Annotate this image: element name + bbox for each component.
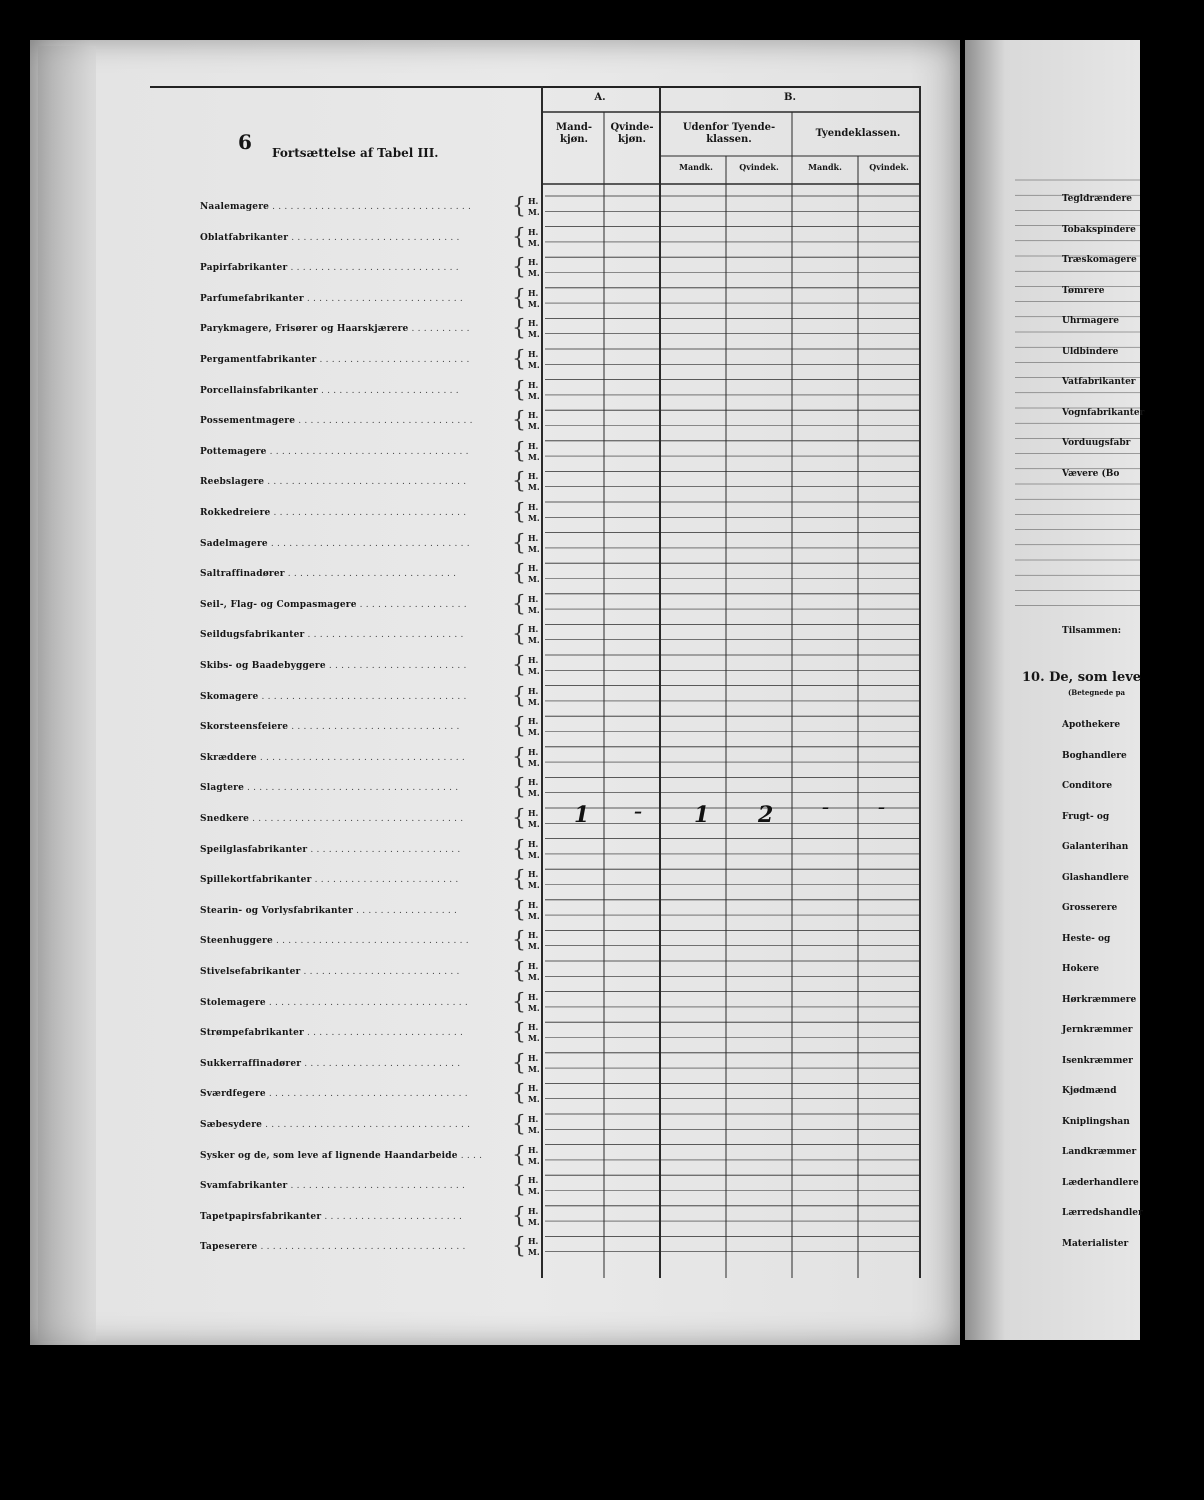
leader-dots: . . . . . . . . . . . . . . . . . . <box>356 599 467 610</box>
row-label-text: Skomagere <box>200 691 259 702</box>
m-label: M. <box>528 666 540 676</box>
h-label: H. <box>528 1175 539 1186</box>
m-label: M. <box>528 543 540 554</box>
brace-icon: { <box>512 1050 526 1076</box>
row-label <box>200 508 466 518</box>
sub-mand-2: Mandk. <box>808 162 842 172</box>
row-label-text: Seildugsfabrikanter <box>200 630 305 641</box>
row-label-text: Stolemagere <box>200 997 266 1008</box>
brace-icon: { <box>512 377 526 403</box>
m-label: M. <box>528 788 540 799</box>
right-page-label: Frugt- og <box>1062 811 1110 822</box>
brace-icon: { <box>512 1203 526 1229</box>
leader-dots: . . . . . . . . . . . . . . . . . . . . . . . <box>321 1211 463 1222</box>
right-page-label: Tobakspindere <box>1062 224 1136 235</box>
h-label: H. <box>528 991 539 1002</box>
brace-icon: { <box>512 622 526 648</box>
row-label-text: Tapetpapirsfabrikanter <box>200 1211 322 1222</box>
m-label: M. <box>528 268 540 279</box>
row-label <box>200 386 459 396</box>
h-label: H. <box>528 869 539 880</box>
brace-icon: { <box>512 224 526 250</box>
row-label <box>200 1120 470 1130</box>
right-page-label: Tegldrændere <box>1062 194 1132 204</box>
brace-icon: { <box>512 1173 526 1199</box>
leader-dots: . . . . . . . . . . . . . . . . . . . . . . . . . . . . . <box>295 416 473 427</box>
m-label: M. <box>528 1186 540 1197</box>
row-label <box>200 1242 466 1252</box>
m-label: M. <box>528 819 540 829</box>
leader-dots: . . . . . . . . . . . . . . . . . . . . . . . . . . <box>304 630 464 641</box>
h-label: H. <box>528 1144 539 1155</box>
row-label-text: Snedkere <box>200 814 250 824</box>
right-page-label: Kjødmænd <box>1062 1086 1117 1096</box>
m-label: M. <box>528 1247 540 1258</box>
m-label: M. <box>528 329 540 340</box>
brace-icon: { <box>512 561 526 587</box>
m-label: M. <box>528 880 540 891</box>
row-label-text: Sukkerraffinadører <box>200 1058 302 1069</box>
brace-icon: { <box>512 867 526 893</box>
right-page-label: Hokere <box>1062 964 1099 974</box>
brace-icon: { <box>512 255 526 281</box>
h-label: H. <box>528 226 539 237</box>
row-label-text: Speilglasfabrikanter <box>200 844 308 855</box>
right-page-label: Uldbindere <box>1062 346 1119 357</box>
row-label-text: Rokkedreiere <box>200 508 271 518</box>
right-page-label: Uhrmagere <box>1062 316 1119 326</box>
brace-icon: { <box>512 775 526 801</box>
h-label: H. <box>528 196 539 206</box>
h-label: H. <box>528 655 539 665</box>
leader-dots: . . . . . . . . . . . . . . . . . . . . . . . . . . . . . . . . . <box>265 1089 468 1100</box>
right-page-label: Vævere (Bo <box>1062 468 1120 479</box>
leader-dots: . . . . . . . . . . . . . . . . . . . . . . . . . . . . . . . . . <box>269 202 472 212</box>
brace-icon: { <box>512 959 526 984</box>
leader-dots: . . . . . . . . . . . . . . . . . . . . . . . . . . <box>303 1028 464 1039</box>
m-label: M. <box>528 574 540 585</box>
brace-icon: { <box>512 653 526 678</box>
brace-icon: { <box>512 469 526 495</box>
row-label <box>200 233 460 243</box>
brace-icon: { <box>512 928 526 954</box>
brace-icon: { <box>512 744 526 770</box>
leader-dots: . . . . . . . . . . . . . . . . . . . . . . . . . . . . . . . . <box>270 508 467 518</box>
m-label: M. <box>528 1063 540 1074</box>
brace-icon: { <box>512 714 526 740</box>
row-label <box>200 875 458 885</box>
m-label: M. <box>528 910 540 921</box>
m-label: M. <box>528 298 540 309</box>
h-label: H. <box>528 1052 539 1063</box>
leader-dots: . . . . . . . . . . . . . . . . . . . . . . . . . . . . . . . . . . <box>258 691 467 702</box>
row-label <box>200 1028 463 1038</box>
h-label: H. <box>528 1083 539 1094</box>
h-label: H. <box>528 563 539 574</box>
brace-icon: { <box>512 194 526 219</box>
brace-icon: { <box>512 1234 526 1260</box>
h-label: H. <box>528 716 539 727</box>
right-page-label: Vognfabrikanter <box>1062 407 1145 418</box>
row-label-text: Stearin- og Vorlysfabrikanter <box>200 905 354 916</box>
right-page-label: Træskomagere <box>1062 255 1137 265</box>
brace-icon: { <box>512 1142 526 1168</box>
row-label <box>200 477 466 487</box>
row-label <box>200 1212 462 1222</box>
row-label <box>200 263 459 273</box>
right-page-label: Tømrere <box>1062 285 1105 296</box>
row-label-text: Oblatfabrikanter <box>200 232 289 243</box>
leader-dots: . . . . . . . . . . . . . . . . . . . . . . . . . . <box>301 1058 461 1069</box>
entry-snedkere-a1: 1 <box>574 802 590 828</box>
right-page-label: Galanterihan <box>1062 842 1129 852</box>
col-a2-header: Qvinde- kjøn. <box>610 122 654 145</box>
brace-icon: { <box>512 316 526 342</box>
brace-icon: { <box>512 408 526 434</box>
row-label <box>200 936 469 946</box>
brace-icon: { <box>512 897 526 923</box>
leader-dots: . . . . . . . . . . . . . . . . . . . . . . . . . . . . . . . . . . <box>257 1242 466 1253</box>
row-label <box>200 906 457 916</box>
right-page-label: Conditore <box>1062 781 1113 791</box>
row-label <box>200 722 460 732</box>
h-label: H. <box>528 1114 539 1124</box>
row-label-text: Pergamentfabrikanter <box>200 355 317 365</box>
row-label-text: Strømpefabrikanter <box>200 1028 304 1039</box>
row-label <box>200 783 458 793</box>
brace-icon: { <box>512 500 526 525</box>
row-label <box>200 814 463 824</box>
leader-dots: . . . . . . . . . . . . . . . . . . . . . . . . . . . . . . . . . . <box>256 752 465 763</box>
brace-icon: { <box>512 806 526 831</box>
h-label: H. <box>528 410 539 421</box>
brace-icon: { <box>512 1081 526 1107</box>
row-label <box>200 294 463 304</box>
h-label: H. <box>528 1236 539 1247</box>
h-label: H. <box>528 899 539 910</box>
h-label: H. <box>528 440 539 451</box>
leader-dots: . . . . . . . . . . . . . . . . . . . . . . . . . . . . . . . . . <box>264 477 467 488</box>
right-page-label: Vorduugsfabr <box>1062 438 1131 448</box>
row-label <box>200 1151 482 1161</box>
row-label <box>200 1181 465 1191</box>
m-label: M. <box>528 451 540 462</box>
right-page-label: Boghandlere <box>1062 750 1127 761</box>
leader-dots: . . . . . . . . . . . . . . . . . . . . . . . . . . . . <box>288 722 460 733</box>
h-label: H. <box>528 287 539 298</box>
m-label: M. <box>528 757 540 768</box>
right-page-label: Læderhandlere <box>1062 1177 1139 1188</box>
row-label-text: Tapeserere <box>200 1242 258 1253</box>
right-page-label: Glashandlere <box>1062 872 1129 883</box>
leader-dots: . . . . . . . . . . . . . . . . . . . . . . . <box>325 661 467 671</box>
leader-dots: . . . . . . . . . . . . . . . . . . . . . . . . . . . . . . . . . <box>266 446 469 457</box>
leader-dots: . . . . . . . . . . . . . . . . . . . . . . . . . . <box>300 967 460 977</box>
row-label <box>200 692 467 702</box>
m-label: M. <box>528 972 540 982</box>
right-page-label: Grosserere <box>1062 903 1118 913</box>
brace-icon: { <box>512 591 526 617</box>
row-label <box>200 1089 468 1099</box>
brace-icon: { <box>512 836 526 862</box>
right-page-label: Isenkræmmer <box>1062 1055 1133 1066</box>
h-label: H. <box>528 593 539 604</box>
right-page-label: Lærredshandler <box>1062 1208 1143 1218</box>
row-label-text: Porcellainsfabrikanter <box>200 385 318 396</box>
m-label: M. <box>528 1033 540 1044</box>
m-label: M. <box>528 421 540 432</box>
leader-dots: . . . . . . . . . . . . . . . . . . . . . . . . . . . . . . . . . . <box>262 1120 471 1130</box>
brace-icon: { <box>512 989 526 1015</box>
m-label: M. <box>528 360 540 370</box>
m-label: M. <box>528 604 540 615</box>
brace-icon: { <box>512 285 526 311</box>
row-label-text: Sværdfegere <box>200 1089 266 1100</box>
h-label: H. <box>528 532 539 543</box>
h-label: H. <box>528 502 539 512</box>
h-label: H. <box>528 838 539 849</box>
row-label-text: Stivelsefabrikanter <box>200 967 301 977</box>
row-label-text: Slagtere <box>200 783 244 794</box>
brace-icon: { <box>512 347 526 372</box>
leader-dots: . . . . . . . . . . . . . . . . . <box>353 905 458 916</box>
row-label-text: Skorsteensfeiere <box>200 722 289 733</box>
right-page-label: Materialister <box>1062 1238 1129 1249</box>
right-page-tilsammen: Tilsammen: <box>1062 626 1122 636</box>
leader-dots: . . . . . . . . . . . . . . . . . . . . . . . . . . . . . . . . <box>272 936 469 947</box>
brace-icon: { <box>512 438 526 464</box>
m-label: M. <box>528 482 540 493</box>
h-label: H. <box>528 777 539 788</box>
row-label <box>200 355 470 365</box>
col-b1-header: Udenfor Tyende- klassen. <box>682 122 776 145</box>
brace-icon: { <box>512 683 526 709</box>
row-label <box>200 416 473 426</box>
leader-dots: . . . . . . . . . . . . . . . . . . . . . . . . <box>311 875 459 886</box>
row-label <box>200 447 469 457</box>
row-label <box>200 630 464 640</box>
col-a1-header: Mand- kjøn. <box>556 122 592 145</box>
leader-dots: . . . . . . . . . . <box>408 324 470 335</box>
leader-dots: . . . . . . . . . . . . . . . . . . . . . . . . . . . . <box>288 232 460 243</box>
leader-dots: . . . . . . . . . . . . . . . . . . . . . . . . . . <box>303 293 463 304</box>
right-page-label: Jernkræmmer <box>1062 1025 1133 1035</box>
h-label: H. <box>528 808 539 818</box>
m-label: M. <box>528 1155 540 1166</box>
m-label: M. <box>528 696 540 707</box>
leader-dots: . . . . <box>457 1150 483 1161</box>
leader-dots: . . . . . . . . . . . . . . . . . . . . . . . . . . . . . . . . . . . <box>249 814 464 824</box>
m-label: M. <box>528 849 540 860</box>
h-label: H. <box>528 318 539 329</box>
page-number: 6 <box>238 130 252 154</box>
h-label: H. <box>528 961 539 971</box>
leader-dots: . . . . . . . . . . . . . . . . . . . . . . . . . . . . . <box>287 1181 466 1192</box>
m-label: M. <box>528 390 540 401</box>
sub-mand-1: Mandk. <box>679 162 713 172</box>
leader-dots: . . . . . . . . . . . . . . . . . . . . . . . . . . . . <box>284 569 457 580</box>
row-label <box>200 569 456 579</box>
row-label-text: Seil-, Flag- og Compasmagere <box>200 599 357 610</box>
entry-snedkere-b1: 1 <box>694 802 710 828</box>
row-label <box>200 998 468 1008</box>
row-label-text: Parykmagere, Frisører og Haarskjærere <box>200 324 409 335</box>
right-page-label: Hørkræmmere <box>1062 994 1137 1005</box>
h-label: H. <box>528 257 539 268</box>
page-title: Fortsættelse af Tabel III. <box>272 146 439 160</box>
h-label: H. <box>528 471 539 482</box>
row-label <box>200 1059 460 1069</box>
col-b2-header: Tyendeklassen. <box>815 128 901 139</box>
h-label: H. <box>528 1205 539 1216</box>
m-label: M. <box>528 207 540 217</box>
h-label: H. <box>528 930 539 941</box>
leader-dots: . . . . . . . . . . . . . . . . . . . . . . . . . . . . . . . . . <box>265 997 468 1008</box>
row-label-text: Pottemagere <box>200 446 267 457</box>
m-label: M. <box>528 1002 540 1013</box>
row-label <box>200 202 471 212</box>
right-page-label: Kniplingshan <box>1062 1116 1130 1127</box>
sub-qvind-1: Qvindek. <box>739 162 779 172</box>
h-label: H. <box>528 1022 539 1033</box>
leader-dots: . . . . . . . . . . . . . . . . . . . . . . . . . . . . . . . . . . . <box>244 783 459 794</box>
m-label: M. <box>528 1216 540 1227</box>
right-page-label: Apothekere <box>1062 720 1121 730</box>
row-label <box>200 600 467 610</box>
right-page-section: 10. De, som leve <box>1022 670 1142 685</box>
group-a-label: A. <box>594 92 606 103</box>
row-label-text: Skræddere <box>200 752 257 763</box>
row-label-text: Papirfabrikanter <box>200 263 288 274</box>
sub-qvind-2: Qvindek. <box>869 162 909 172</box>
row-label-text: Possementmagere <box>200 416 296 427</box>
h-label: H. <box>528 624 539 635</box>
leader-dots: . . . . . . . . . . . . . . . . . . . . . . . . . . . . <box>287 263 459 274</box>
row-label-text: Naalemagere <box>200 202 270 212</box>
right-page-section-sub: (Betegnede pa <box>1068 688 1126 697</box>
m-label: M. <box>528 941 540 952</box>
leader-dots: . . . . . . . . . . . . . . . . . . . . . . . . . <box>307 844 461 855</box>
entry-snedkere-a2: – <box>634 802 642 821</box>
row-label <box>200 661 467 671</box>
h-label: H. <box>528 685 539 696</box>
brace-icon: { <box>512 1112 526 1137</box>
m-label: M. <box>528 1094 540 1105</box>
m-label: M. <box>528 237 540 248</box>
row-label <box>200 967 460 977</box>
entry-snedkere-b4: – <box>878 800 885 816</box>
brace-icon: { <box>512 530 526 556</box>
h-label: H. <box>528 379 539 390</box>
m-label: M. <box>528 513 540 523</box>
row-label-text: Sysker og de, som leve af lignende Haandarbeide <box>200 1150 458 1161</box>
brace-icon: { <box>512 1020 526 1046</box>
row-label-text: Skibs- og Baadebyggere <box>200 661 326 671</box>
m-label: M. <box>528 635 540 646</box>
m-label: M. <box>528 727 540 738</box>
h-label: H. <box>528 746 539 757</box>
leader-dots: . . . . . . . . . . . . . . . . . . . . . . . . . . . . . . . . . <box>267 538 470 549</box>
row-label-text: Reebslagere <box>200 477 265 488</box>
row-label-text: Saltraffinadører <box>200 569 285 580</box>
row-label-text: Sæbesydere <box>200 1120 263 1130</box>
row-label-text: Spillekortfabrikanter <box>200 875 312 886</box>
row-label-text: Svamfabrikanter <box>200 1181 288 1192</box>
row-label <box>200 324 470 334</box>
entry-snedkere-b2: 2 <box>758 802 774 828</box>
row-label-text: Steenhuggere <box>200 936 273 947</box>
row-label <box>200 845 460 855</box>
right-page-label: Heste- og <box>1062 933 1111 944</box>
entry-snedkere-b3: – <box>822 800 829 816</box>
row-label-text: Sadelmagere <box>200 538 268 549</box>
right-page-label: Vatfabrikanter <box>1062 377 1136 387</box>
right-page-label: Landkræmmer <box>1062 1147 1137 1157</box>
m-label: M. <box>528 1125 540 1135</box>
h-label: H. <box>528 349 539 359</box>
group-b-label: B. <box>784 92 796 103</box>
row-label <box>200 539 470 549</box>
leader-dots: . . . . . . . . . . . . . . . . . . . . . . . <box>317 385 459 396</box>
row-label-text: Parfumefabrikanter <box>200 293 304 304</box>
row-label <box>200 753 465 763</box>
leader-dots: . . . . . . . . . . . . . . . . . . . . . . . . . <box>316 355 470 365</box>
